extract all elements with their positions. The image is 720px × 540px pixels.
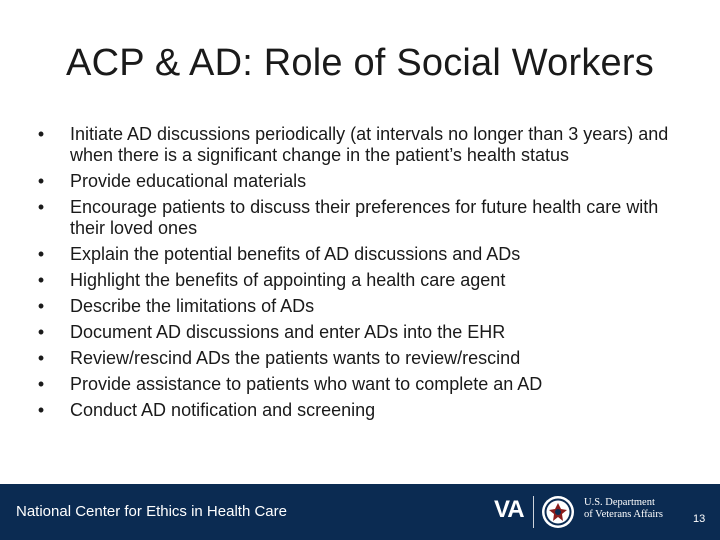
bullet-item [34,124,684,166]
bullet-text: Conduct AD notification and screening [70,400,376,420]
bullet-dot: • [37,197,45,217]
bullet-text: Explain the potential benefits of AD discussions and ADs [70,244,521,264]
bullet-text: Review/rescind ADs the patients wants to review/rescind [70,348,521,368]
department-name [584,497,663,521]
bullet-text: Document AD discussions and enter ADs into the EHR [70,322,506,342]
bullet-dot: • [37,270,45,290]
slide-title: ACP & AD: Role of Social Workers [66,42,654,84]
footer-bar [0,484,720,540]
bullet-dot: • [37,400,45,420]
bullet-dot: • [37,296,45,316]
bullet-dot: • [37,322,45,342]
bullet-dot: • [37,348,45,368]
va-seal-icon [541,495,575,529]
bullet-dot: • [37,171,45,191]
bullet-dot: • [37,374,45,394]
bullet-item [34,244,684,265]
va-logo: VA [494,496,524,523]
department-line-2: of Veterans Affairs [584,509,663,520]
bullet-item [34,296,684,317]
bullet-list [34,124,684,426]
bullet-item [34,400,684,421]
bullet-item [34,348,684,369]
bullet-text: Provide educational materials [70,171,307,191]
page-number: 13 [693,513,706,525]
bullet-text: Encourage patients to discuss their preferences for future health care with their loved ones [70,197,659,238]
bullet-text: Provide assistance to patients who want to complete an AD [70,374,543,394]
bullet-item [34,322,684,343]
bullet-text: Initiate AD discussions periodically (at intervals no longer than 3 years) and when there is a significant change in the patient’s health status [70,124,669,165]
bullet-text: Highlight the benefits of appointing a health care agent [70,270,506,290]
department-line-1: U.S. Department [584,497,655,508]
bullet-item [34,270,684,291]
logo-divider [533,496,534,528]
bullet-item [34,374,684,395]
bullet-text: Describe the limitations of ADs [70,296,315,316]
footer-org-name: National Center for Ethics in Health Care [16,503,287,520]
bullet-item [34,197,684,239]
bullet-dot: • [37,124,45,144]
bullet-dot: • [37,244,45,264]
bullet-item [34,171,684,192]
